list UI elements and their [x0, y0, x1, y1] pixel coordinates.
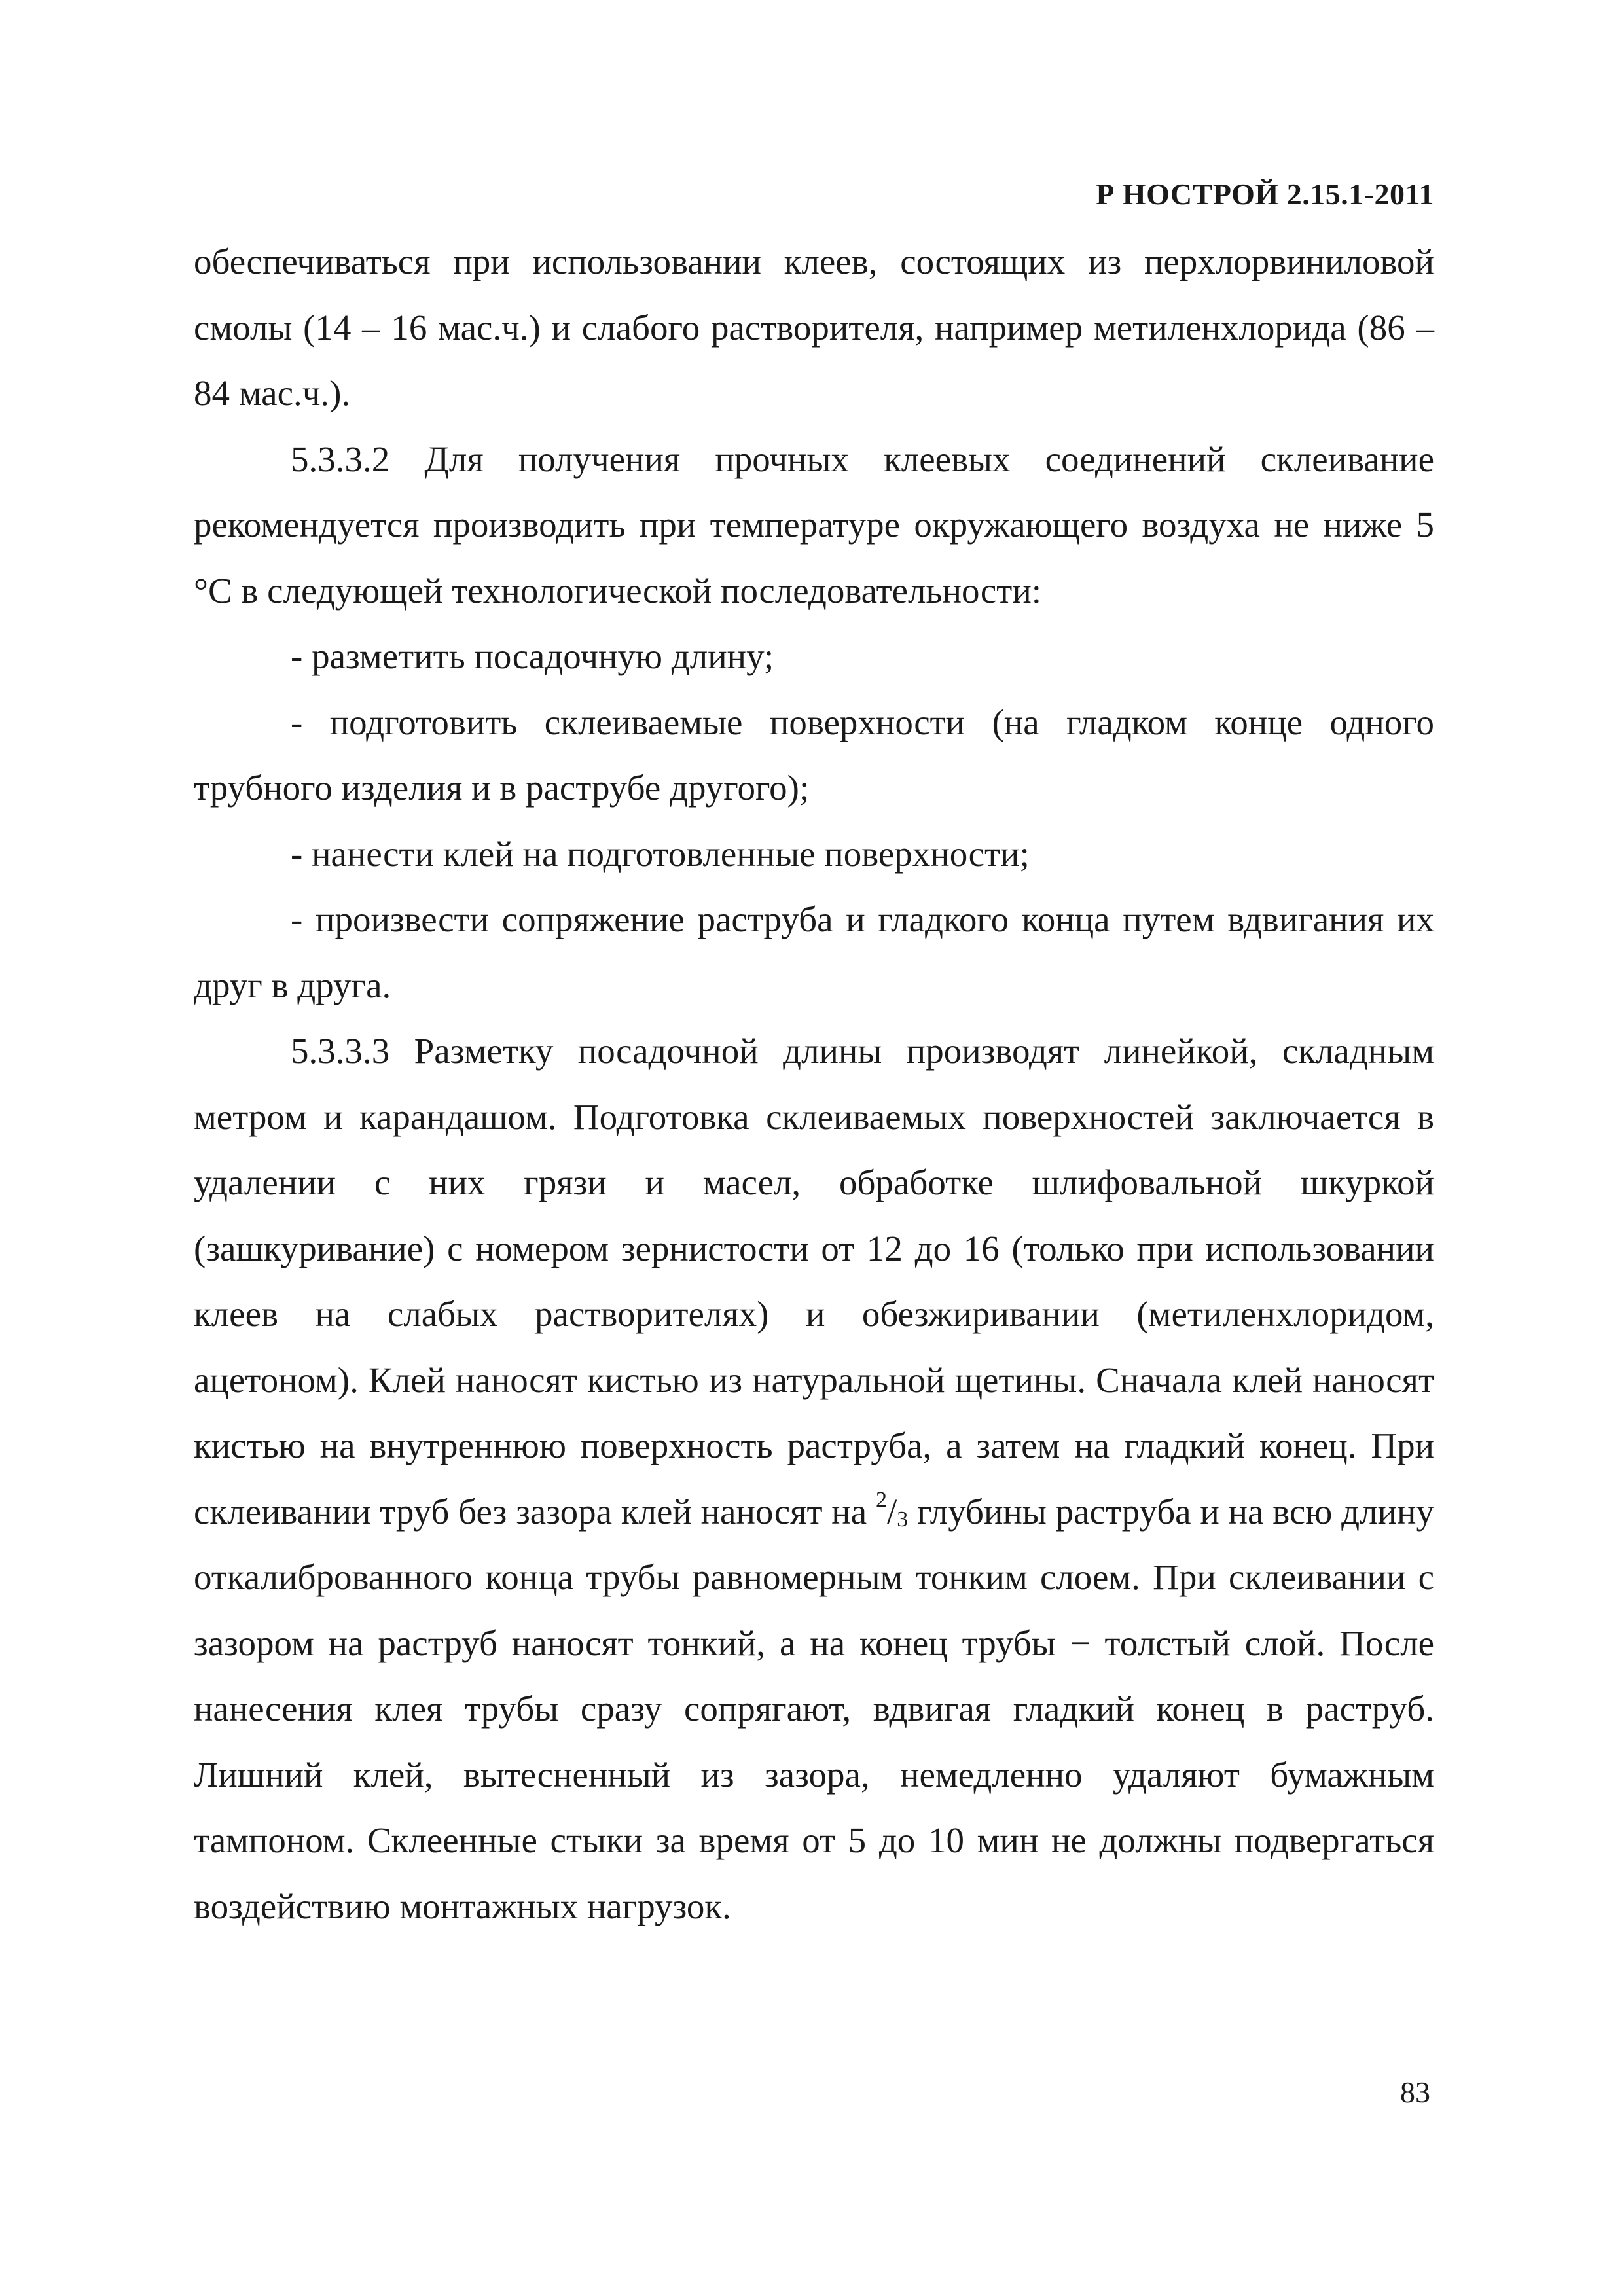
list-item-mark-length: - разметить посадочную длину;: [291, 636, 774, 676]
list-item-join-pipes: - произвести сопряжение раструба и гладкого конца путем вдвигания их друг в друга.: [194, 899, 1434, 1005]
paragraph-5-3-3-2: 5.3.3.2 Для получения прочных клеевых соединений склеивание рекомендуется производить при температуре окружающего воздуха не ниже 5 °С в следующей технологической последовательности:: [194, 439, 1434, 611]
paragraph-5-3-3-3: [194, 1018, 1434, 1939]
body-text: [194, 229, 1434, 1939]
paragraph-continuation: обеспечиваться при использовании клеев, состоящих из перхлорвиниловой смолы (14 – 16 мас.ч.) и слабого растворителя, например метиленхлорида (86 – 84 мас.ч.).: [194, 242, 1434, 413]
paragraph-5-3-3-3-part1: 5.3.3.3 Разметку посадочной длины производят линейкой, складным метром и карандашом. Подготовка склеиваемых поверхностей заключается в удалении с них грязи и масел, обработке шлифовальной шкуркой (зашкуривание) с номером зернистости от 12 до 16 (только при использовании клеев на слабых растворителях) и обезжиривании (метиленхлоридом, ацетоном). Клей наносят кистью из натуральной щетины. Сначала клей наносят кистью на внутреннюю поверхность раструба, а затем на гладкий конец. При склеивании труб без зазора клей наносят на: [194, 1031, 1434, 1532]
fraction-numerator: 2: [875, 1487, 887, 1512]
fraction-two-thirds: $^2/_3$: [875, 1487, 909, 1532]
paragraph-5-3-3-3-part2: глубины раструба и на всю длину откалиброванного конца трубы равномерным тонким слоем. При склеивании с зазором на раструб наносят тонкий, а на конец трубы − толстый слой. После нанесения клея трубы сразу сопрягают, вдвигая гладкий конец в раструб. Лишний клей, вытесненный из зазора, немедленно удаляют бумажным тампоном. Склеенные стыки за время от 5 до 10 мин не должны подвергаться воздействию монтажных нагрузок.: [194, 1491, 1434, 1926]
fraction-denominator: 3: [897, 1507, 909, 1532]
page-number: 83: [1400, 2075, 1430, 2109]
list-item-apply-glue: - нанести клей на подготовленные поверхности;: [291, 833, 1030, 874]
document-code-header: Р НОСТРОЙ 2.15.1-2011: [1096, 177, 1434, 211]
list-item-prepare-surfaces: - подготовить склеиваемые поверхности (на гладком конце одного трубного изделия и в раструбе другого);: [194, 702, 1434, 808]
